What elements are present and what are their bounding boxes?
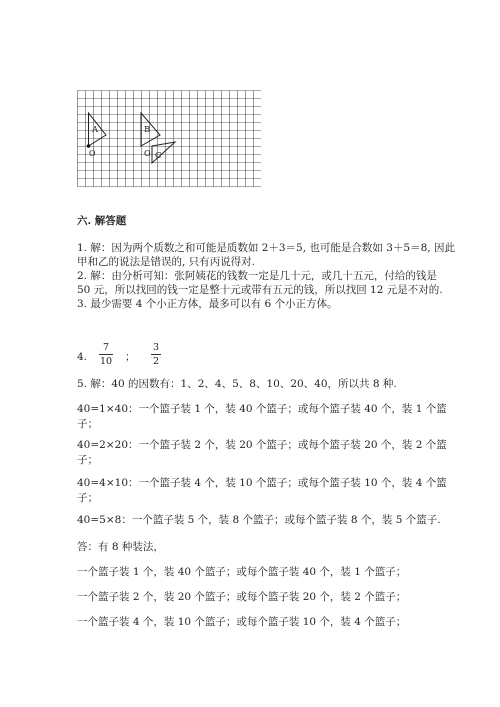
- grid-figure: [77, 90, 261, 188]
- factor-2-line-1: 40=2×20：一个篮子装 2 个，装 20 个篮子；或每个篮子装 20 个，装 2 个篮: [77, 439, 447, 451]
- answer-summary: 答：有 8 种装法，: [77, 541, 164, 553]
- answer-1-line-1: 1. 解：因为两个质数之和可能是质数如 2＋3＝5, 也可能是合数如 3＋5＝8, 因此: [77, 242, 455, 254]
- section-title: 六. 解答题: [77, 215, 127, 227]
- answer-3: 3. 最少需要 4 个小正方体，最多可以有 6 个小正方体。: [77, 298, 338, 310]
- arrangement-3: 一个篮子装 4 个，装 10 个篮子；或每个篮子装 10 个，装 4 个篮子；: [77, 616, 407, 628]
- fraction-1-numerator: 7: [102, 342, 110, 353]
- answer-5: 5. 解：40 的因数有：1、2、4、5、8、10、20、40，所以共 8 种.: [77, 378, 397, 390]
- label-o-2: O: [144, 149, 151, 158]
- fraction-3-2: [151, 342, 161, 367]
- factor-3-line-1: 40=4×10：一个篮子装 4 个，装 10 个篮子；或每个篮子装 10 个，装 4 个篮: [77, 477, 447, 489]
- answer-2-line-2: 50 元，所以找回的钱一定是整十元或带有五元的钱，所以找回 12 元是不对的.: [77, 284, 443, 296]
- factor-1-line-2: 子；: [77, 418, 98, 430]
- answer-4-prefix: 4.: [77, 351, 88, 363]
- label-o-1: O: [89, 149, 96, 158]
- fraction-2-denominator: 2: [152, 356, 160, 367]
- grid-lines: [78, 91, 262, 187]
- arrangement-2: 一个篮子装 2 个，装 20 个篮子；或每个篮子装 20 个，装 2 个篮子；: [77, 591, 407, 603]
- label-b: B: [144, 125, 151, 135]
- point-o-dot: [87, 144, 91, 148]
- label-c: C: [155, 151, 162, 161]
- factor-3-line-2: 子；: [77, 492, 98, 504]
- fraction-1-denominator: 10: [99, 356, 113, 367]
- factor-4: 40=5×8：一个篮子装 5 个，装 8 个篮子；或每个篮子装 8 个，装 5 个篮子.: [77, 514, 441, 526]
- fraction-2-bar: [151, 354, 161, 355]
- answer-2-line-1: 2. 解：由分析可知：张阿姨花的钱数一定是几十元，或几十五元，付给的钱是: [77, 270, 437, 282]
- fraction-7-10: [99, 342, 113, 367]
- label-a: A: [92, 125, 99, 135]
- factor-2-line-2: 子；: [77, 454, 98, 466]
- answer-1-line-2: 甲和乙的说法是错误的, 只有丙说得对.: [77, 256, 256, 268]
- answer-4-separator: ；: [125, 351, 136, 363]
- factor-1-line-1: 40=1×40：一个篮子装 1 个，装 40 个篮子；或每个篮子装 40 个，装 1 个篮: [77, 403, 447, 415]
- arrangement-1: 一个篮子装 1 个，装 40 个篮子；或每个篮子装 40 个，装 1 个篮子；: [77, 566, 407, 578]
- fraction-2-numerator: 3: [152, 342, 160, 353]
- fraction-1-bar: [99, 354, 113, 355]
